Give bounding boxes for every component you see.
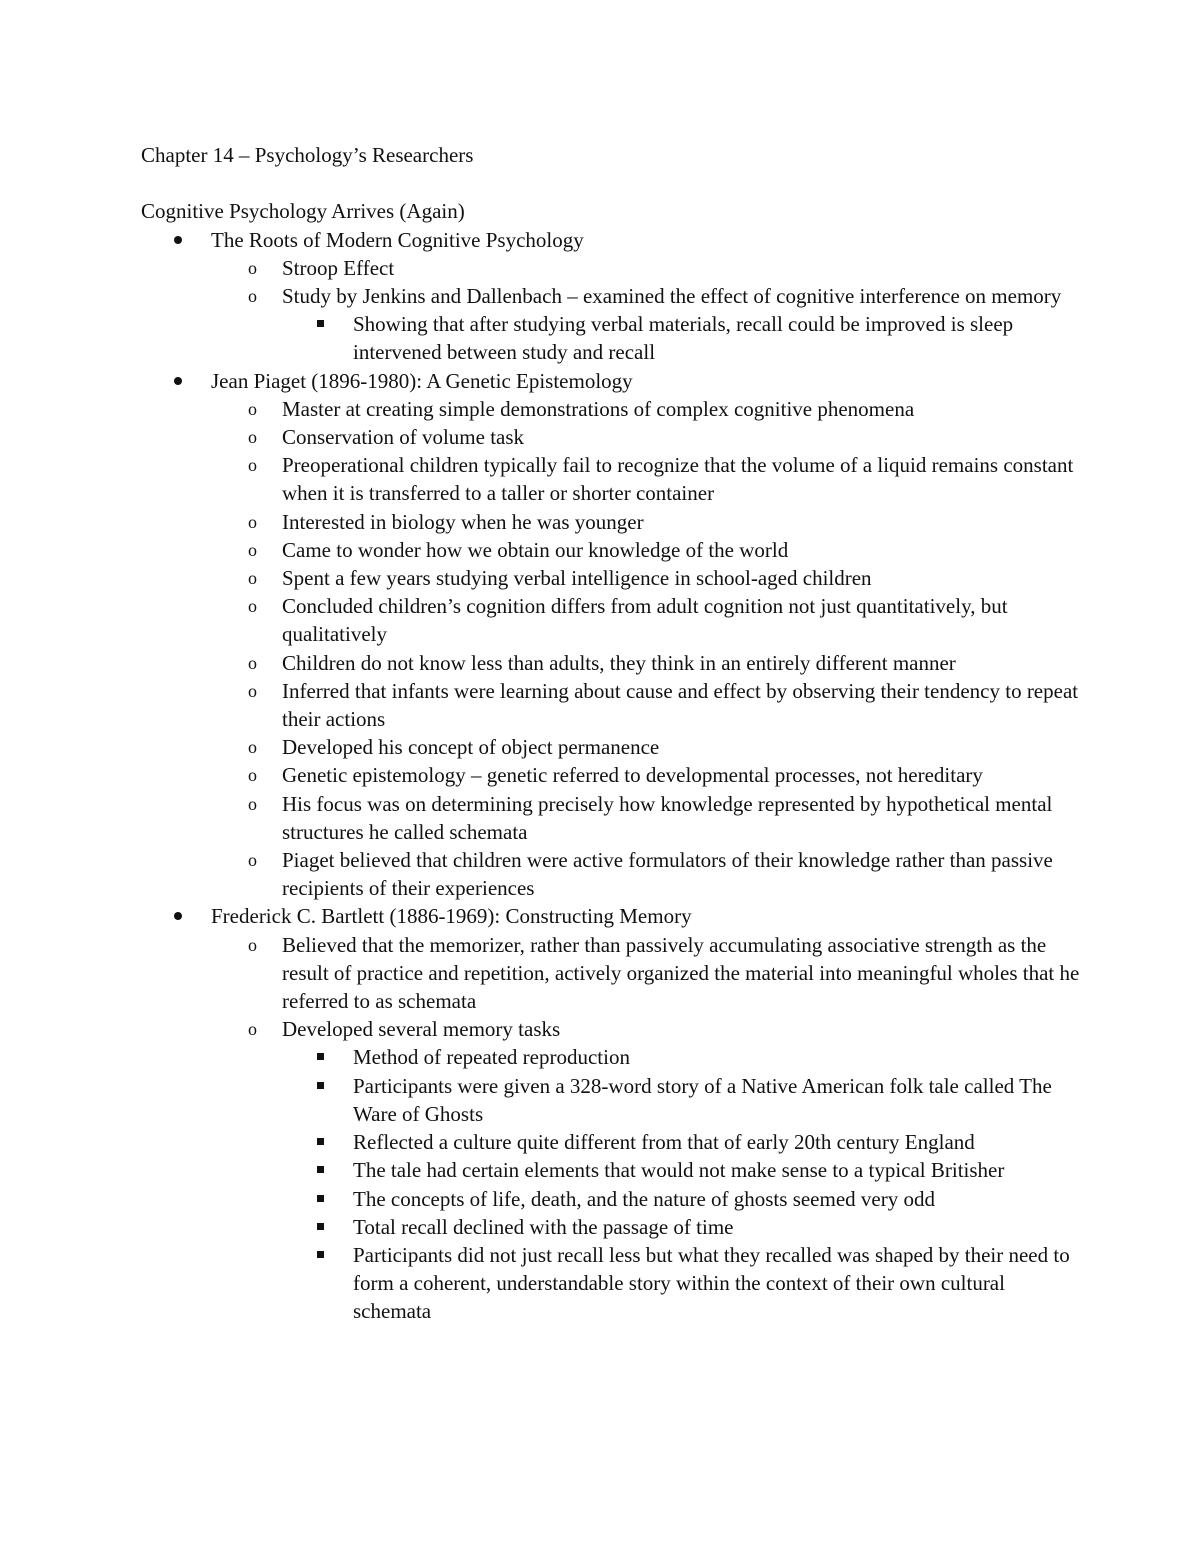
- point-text: His focus was on determining precisely how knowledge represented by hypothetical mental structures he called schemata: [282, 791, 1053, 844]
- point-item: [211, 423, 1081, 451]
- point-text: Believed that the memorizer, rather than passively accumulating associative strength as the result of practice and repetition, actively organized the material into meaningful wholes that he referred to as schemata: [282, 932, 1080, 1014]
- point-item: [211, 846, 1081, 902]
- point-text: Master at creating simple demonstrations of complex cognitive phenomena: [282, 396, 915, 421]
- subpoint-text: Total recall declined with the passage of time: [353, 1214, 734, 1239]
- point-text: Developed several memory tasks: [282, 1017, 561, 1042]
- point-text: Concluded children’s cognition differs from adult cognition not just quantitatively, but qualitatively: [282, 594, 1008, 647]
- square-bullet-icon: [317, 1251, 324, 1258]
- point-text: Conservation of volume task: [282, 425, 525, 450]
- open-circle-bullet-icon: o: [248, 427, 257, 448]
- open-circle-bullet-icon: o: [248, 1019, 257, 1040]
- subpoint-item: [282, 1156, 1081, 1184]
- square-bullet-icon: [317, 1223, 324, 1230]
- square-bullet-icon: [317, 1082, 324, 1089]
- subpoint-text: Participants were given a 328-word story of a Native American folk tale called The Ware of Ghosts: [353, 1073, 1052, 1126]
- point-item: [211, 451, 1081, 507]
- filled-circle-bullet-icon: [174, 236, 182, 244]
- point-text: Stroop Effect: [282, 255, 395, 280]
- topic-list: [141, 226, 1081, 1326]
- point-list: [211, 931, 1081, 1326]
- open-circle-bullet-icon: o: [248, 680, 257, 701]
- open-circle-bullet-icon: o: [248, 398, 257, 419]
- topic-label: The Roots of Modern Cognitive Psychology: [211, 227, 584, 252]
- open-circle-bullet-icon: o: [248, 934, 257, 955]
- section-heading: Cognitive Psychology Arrives (Again): [141, 199, 465, 224]
- point-item: [211, 649, 1081, 677]
- point-text: Inferred that infants were learning about cause and effect by observing their tendency to repeat their actions: [282, 678, 1079, 732]
- open-circle-bullet-icon: o: [248, 568, 257, 589]
- topic-label: Frederick C. Bartlett (1886-1969): Constructing Memory: [211, 904, 692, 929]
- point-item: [211, 1015, 1081, 1325]
- subpoint-text: Showing that after studying verbal materials, recall could be improved is sleep intervened between study and recall: [353, 312, 1014, 365]
- subpoint-list: [282, 310, 1081, 366]
- subpoint-list: [282, 1043, 1081, 1325]
- point-item: [211, 931, 1081, 1016]
- subpoint-item: [282, 1043, 1081, 1071]
- filled-circle-bullet-icon: [174, 377, 182, 385]
- point-item: [211, 395, 1081, 423]
- subpoint-text: Participants did not just recall less but what they recalled was shaped by their need to form a coherent, understandable story within the context of their own cultural schemata: [353, 1242, 1070, 1324]
- point-text: Spent a few years studying verbal intelligence in school-aged children: [282, 566, 872, 591]
- open-circle-bullet-icon: o: [248, 850, 257, 871]
- open-circle-bullet-icon: o: [248, 511, 257, 532]
- topic-item: [141, 367, 1081, 903]
- point-item: [211, 564, 1081, 592]
- point-item: [211, 282, 1081, 367]
- subpoint-text: Reflected a culture quite different from that of early 20th century England: [353, 1130, 975, 1155]
- subpoint-item: [282, 1241, 1081, 1326]
- topic-item: [141, 226, 1081, 367]
- filled-circle-bullet-icon: [174, 912, 182, 920]
- topic-item: [141, 902, 1081, 1325]
- point-text: Developed his concept of object permanence: [282, 735, 660, 760]
- point-item: [211, 536, 1081, 564]
- point-item: [211, 508, 1081, 536]
- square-bullet-icon: [317, 320, 324, 327]
- subpoint-text: The tale had certain elements that would not make sense to a typical Britisher: [353, 1158, 1005, 1183]
- point-item: [211, 592, 1081, 648]
- open-circle-bullet-icon: o: [248, 286, 257, 306]
- square-bullet-icon: [317, 1138, 324, 1145]
- point-text: Interested in biology when he was younger: [282, 509, 644, 534]
- point-text: Genetic epistemology – genetic referred to developmental processes, not hereditary: [282, 763, 983, 788]
- square-bullet-icon: [317, 1053, 324, 1060]
- point-text: Study by Jenkins and Dallenbach – examined the effect of cognitive interference on memory: [282, 284, 1062, 308]
- open-circle-bullet-icon: o: [248, 765, 257, 786]
- point-item: [211, 761, 1081, 789]
- point-item: [211, 254, 1081, 282]
- point-text: Piaget believed that children were active formulators of their knowledge rather than passive recipients of their experiences: [282, 848, 1053, 901]
- square-bullet-icon: [317, 1195, 324, 1202]
- point-item: [211, 677, 1081, 733]
- open-circle-bullet-icon: o: [248, 455, 257, 476]
- subpoint-item: [282, 1213, 1081, 1241]
- point-list: [211, 395, 1081, 903]
- point-item: [211, 733, 1081, 761]
- subpoint-item: [282, 1128, 1081, 1156]
- point-text: Preoperational children typically fail to recognize that the volume of a liquid remains constant when it is transferred to a taller or shorter container: [282, 453, 1074, 506]
- point-text: Came to wonder how we obtain our knowledge of the world: [282, 537, 789, 562]
- open-circle-bullet-icon: o: [248, 652, 257, 673]
- square-bullet-icon: [317, 1166, 324, 1173]
- open-circle-bullet-icon: o: [248, 737, 257, 758]
- topic-label: Jean Piaget (1896-1980): A Genetic Epistemology: [211, 368, 633, 393]
- chapter-title: Chapter 14 – Psychology’s Researchers: [141, 143, 474, 167]
- point-item: [211, 790, 1081, 846]
- open-circle-bullet-icon: o: [248, 539, 257, 560]
- subpoint-text: Method of repeated reproduction: [353, 1045, 630, 1070]
- subpoint-item: [282, 310, 1081, 366]
- point-list: [211, 254, 1081, 367]
- open-circle-bullet-icon: o: [248, 257, 257, 278]
- document-body: [141, 141, 1081, 1326]
- open-circle-bullet-icon: o: [248, 793, 257, 814]
- subpoint-item: [282, 1072, 1081, 1128]
- point-text: Children do not know less than adults, they think in an entirely different manner: [282, 650, 956, 675]
- open-circle-bullet-icon: o: [248, 596, 257, 617]
- subpoint-item: [282, 1185, 1081, 1213]
- subpoint-text: The concepts of life, death, and the nature of ghosts seemed very odd: [353, 1186, 935, 1211]
